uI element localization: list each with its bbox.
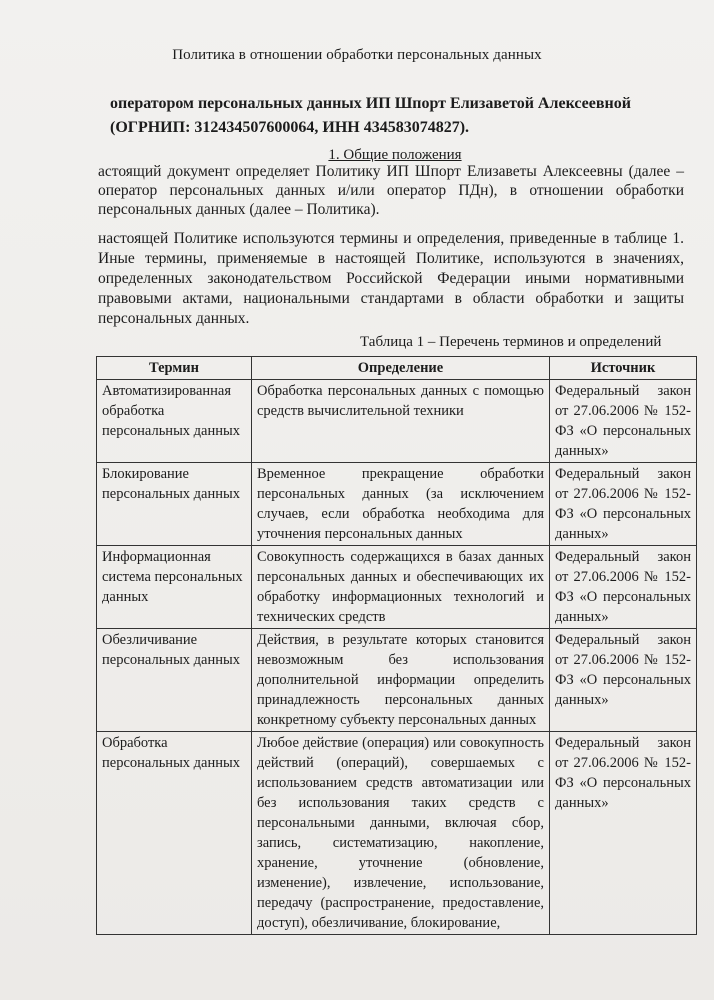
source-cell: Федеральный закон от 27.06.2006 № 152-ФЗ «О персональных данных» xyxy=(550,380,697,463)
definition-cell: Любое действие (операция) или совокупность действий (операций), совершаемых с использованием средств автоматизации или без использования таких средств с персональными данными, включая сбор, запись, систематизацию, накопление, хранение, уточнение (обновление, изменение), извлечение, использование, передачу (распространение, предоставление, доступ), обезличивание, блокирование, xyxy=(252,732,550,935)
table-row xyxy=(97,629,697,732)
table-row xyxy=(97,463,697,546)
document-title: Политика в отношении обработки персональных данных xyxy=(172,47,542,63)
definition-cell: Совокупность содержащихся в базах данных персональных данных и обеспечивающих их обработку информационных технологий и технических средств xyxy=(252,546,550,629)
terms-table xyxy=(96,356,697,935)
definition-cell: Действия, в результате которых становится невозможным без использования дополнительной информации определить принадлежность персональных данных конкретному субъекту персональных данных xyxy=(252,629,550,732)
term-cell: Информационная система персональных данных xyxy=(97,546,252,629)
header-source: Источник xyxy=(550,357,697,380)
term-cell: Обработка персональных данных xyxy=(97,732,252,935)
term-cell: Блокирование персональных данных xyxy=(97,463,252,546)
header-term: Термин xyxy=(97,357,252,380)
table-row xyxy=(97,546,697,629)
table-row xyxy=(97,380,697,463)
paragraph-intro: астоящий документ определяет Политику ИП Шпорт Елизаветы Алексеевны (далее – оператор персональных данных и/или оператор ПДн), в отношении обработки персональных данных (далее – Политика). xyxy=(98,163,684,218)
table-header-row xyxy=(97,357,697,380)
term-cell: Обезличивание персональных данных xyxy=(97,629,252,732)
table-caption: Таблица 1 – Перечень терминов и определений xyxy=(360,334,662,350)
header-definition: Определение xyxy=(252,357,550,380)
section-heading: 1. Общие положения xyxy=(328,147,462,163)
paragraph-terms: настоящей Политике используются термины и определения, приведенные в таблице 1. Иные термины, применяемые в настоящей Политике, используются в значениях, определенных законодательством Российской Федерации иными нормативными правовыми актами, национальными стандартами в области обработки и защиты персональных данных. xyxy=(98,230,684,327)
source-cell: Федеральный закон от 27.06.2006 № 152-ФЗ «О персональных данных» xyxy=(550,463,697,546)
source-cell: Федеральный закон от 27.06.2006 № 152-ФЗ «О персональных данных» xyxy=(550,546,697,629)
definition-cell: Временное прекращение обработки персональных данных (за исключением случаев, если обработка необходима для уточнения персональных данных xyxy=(252,463,550,546)
definition-cell: Обработка персональных данных с помощью средств вычислительной техники xyxy=(252,380,550,463)
table-row xyxy=(97,732,697,935)
source-cell: Федеральный закон от 27.06.2006 № 152-ФЗ «О персональных данных» xyxy=(550,629,697,732)
source-cell: Федеральный закон от 27.06.2006 № 152-ФЗ «О персональных данных» xyxy=(550,732,697,935)
term-cell: Автоматизированная обработка персональных данных xyxy=(97,380,252,463)
document-subtitle: оператором персональных данных ИП Шпорт Елизаветой Алексеевной (ОГРНИП: 312434507600064, ИНН 434583074827). xyxy=(110,95,631,136)
